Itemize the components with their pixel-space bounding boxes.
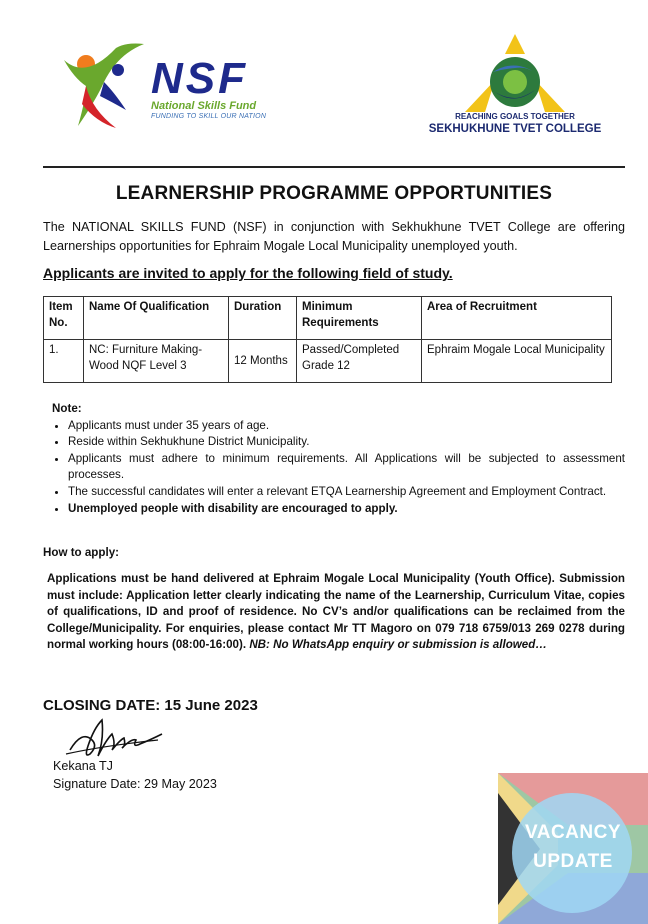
- cell-area: Ephraim Mogale Local Municipality: [422, 340, 612, 383]
- header-item-no: Item No.: [44, 297, 84, 340]
- field-of-study-heading: Applicants are invited to apply for the following field of study.: [43, 265, 453, 281]
- college-logo: [420, 30, 610, 140]
- signer-name: Kekana TJ: [53, 759, 113, 773]
- closing-date: CLOSING DATE: 15 June 2023: [43, 697, 258, 714]
- vacancy-update-badge: [498, 773, 648, 924]
- nsf-letters: NSF: [151, 54, 248, 103]
- cell-qualification: NC: Furniture Making-Wood NQF Level 3: [84, 340, 229, 383]
- note-label: Note:: [52, 402, 82, 415]
- note-item: • Unemployed people with disability are encouraged to apply.: [68, 501, 625, 518]
- table-header-row: [44, 297, 612, 340]
- intro-paragraph: The NATIONAL SKILLS FUND (NSF) in conjunction with Sekhukhune TVET College are offering Learnerships opportunities for Ephraim Mogale Local Municipality unemployed youth.: [43, 220, 625, 253]
- college-emblem-icon: [465, 32, 565, 114]
- qualification-table: [43, 296, 612, 383]
- nsf-figure-icon: [56, 40, 151, 136]
- note-item: • The successful candidates will enter a relevant ETQA Learnership Agreement and Employment Contract.: [68, 484, 625, 501]
- apply-body: Applications must be hand delivered at Ephraim Mogale Local Municipality (Youth Office). Submission must include: Application letter clearly indicating the name of the Learnership, Curriculum Vitae, copies of qualifications, ID and proof of residence. No CV’s and/or qualifications can be reclaimed from the College/Municipality. For enquiries, please contact Mr TT Magoro on 079 718 6759/013 269 0278 during normal working hours (08:00-16:00).: [47, 572, 625, 652]
- note-item: • Reside within Sekhukhune District Municipality.: [68, 434, 625, 451]
- header-qualification: Name Of Qualification: [84, 297, 229, 340]
- badge-line1: VACANCY: [524, 822, 622, 843]
- note-item: • Applicants must under 35 years of age.: [68, 418, 625, 435]
- cell-duration: 12 Months: [229, 340, 297, 383]
- apply-nb: NB: No WhatsApp enquiry or submission is allowed…: [249, 638, 547, 652]
- badge-line2: UPDATE: [533, 851, 613, 872]
- header-divider: [43, 166, 625, 168]
- note-list: [52, 418, 625, 518]
- table-row: [44, 340, 612, 383]
- college-tagline: REACHING GOALS TOGETHER: [455, 112, 575, 121]
- how-to-apply-label: How to apply:: [43, 546, 119, 559]
- notes-section: [52, 401, 625, 517]
- how-to-apply-text: [47, 571, 625, 654]
- header-requirements: Minimum Requirements: [297, 297, 422, 340]
- college-name: SEKHUKHUNE TVET COLLEGE: [428, 123, 602, 135]
- nsf-name: National Skills Fund: [151, 100, 257, 112]
- cell-requirements: Passed/Completed Grade 12: [297, 340, 422, 383]
- page-title: LEARNERSHIP PROGRAMME OPPORTUNITIES: [115, 183, 553, 204]
- signature-date: Signature Date: 29 May 2023: [53, 777, 217, 791]
- note-item: • Applicants must adhere to minimum requirements. All Applications will be subjected to assessment processes.: [68, 451, 625, 484]
- nsf-logo: [56, 40, 288, 136]
- nsf-tagline: FUNDING TO SKILL OUR NATION: [151, 113, 267, 120]
- header-duration: Duration: [229, 297, 297, 340]
- header-area: Area of Recruitment: [422, 297, 612, 340]
- cell-item-no: 1.: [44, 340, 84, 383]
- signature-icon: [62, 710, 172, 762]
